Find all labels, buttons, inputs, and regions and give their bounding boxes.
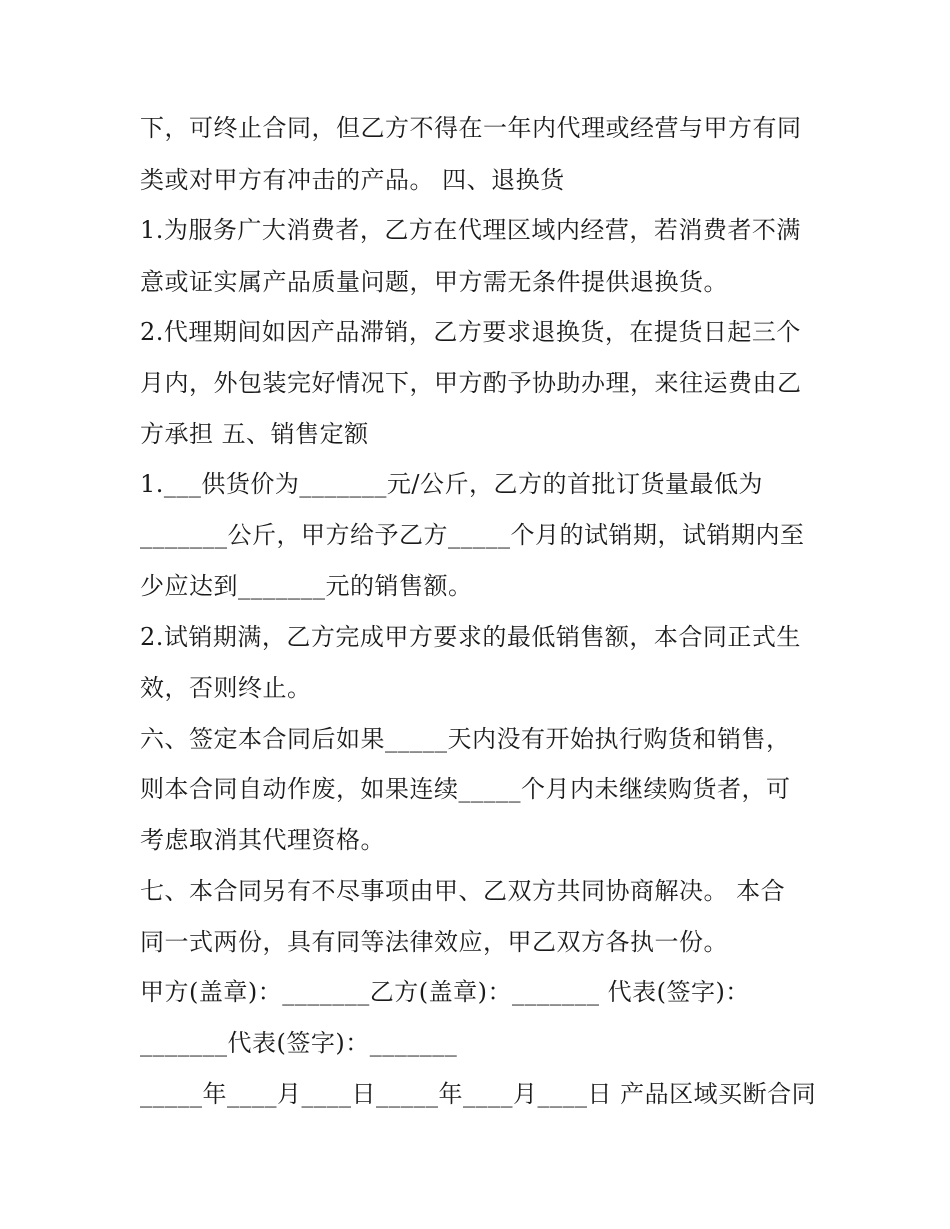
text-line: 月内，外包装完好情况下，甲方酌予协助办理，来往运费由乙 [140,369,802,397]
text-line: _____年____月____日_____年____月____日 产品区域买断合同 [140,1080,817,1108]
text-line: 则本合同自动作废，如果连续_____个月内未继续购货者，可 [140,775,791,803]
text-line: 1.___供货价为_______元/公斤，乙方的首批订货量最低为 [140,470,763,498]
text-line: 六、签定本合同后如果_____天内没有开始执行购货和销售， [140,725,791,753]
text-line: 2.试销期满，乙方完成甲方要求的最低销售额，本合同正式生 [140,623,801,651]
text-line: 少应达到_______元的销售额。 [140,572,473,600]
text-line: _______代表(签字)：_______ [140,1029,458,1057]
text-line: 类或对甲方有冲击的产品。 四、退换货 [140,166,565,194]
text-line: 意或证实属产品质量问题，甲方需无条件提供退换货。 [140,268,728,296]
text-line: _______公斤，甲方给予乙方_____个月的试销期，试销期内至 [140,521,805,549]
text-line: 2.代理期间如因产品滞销，乙方要求退换货，在提货日起三个 [140,318,801,346]
text-line: 考虑取消其代理资格。 [140,826,385,854]
text-line: 七、本合同另有不尽事项由甲、乙双方共同协商解决。 本合 [140,877,786,905]
text-line: 效，否则终止。 [140,674,312,702]
text-line: 甲方(盖章)：_______乙方(盖章)：_______ 代表(签字)： [140,978,750,1006]
text-line: 下，可终止合同，但乙方不得在一年内代理或经营与甲方有同 [140,114,802,142]
text-line: 同一式两份，具有同等法律效应，甲乙双方各执一份。 [140,928,728,956]
text-line: 方承担 五、销售定额 [140,420,369,448]
text-line: 1.为服务广大消费者，乙方在代理区域内经营，若消费者不满 [140,216,801,244]
